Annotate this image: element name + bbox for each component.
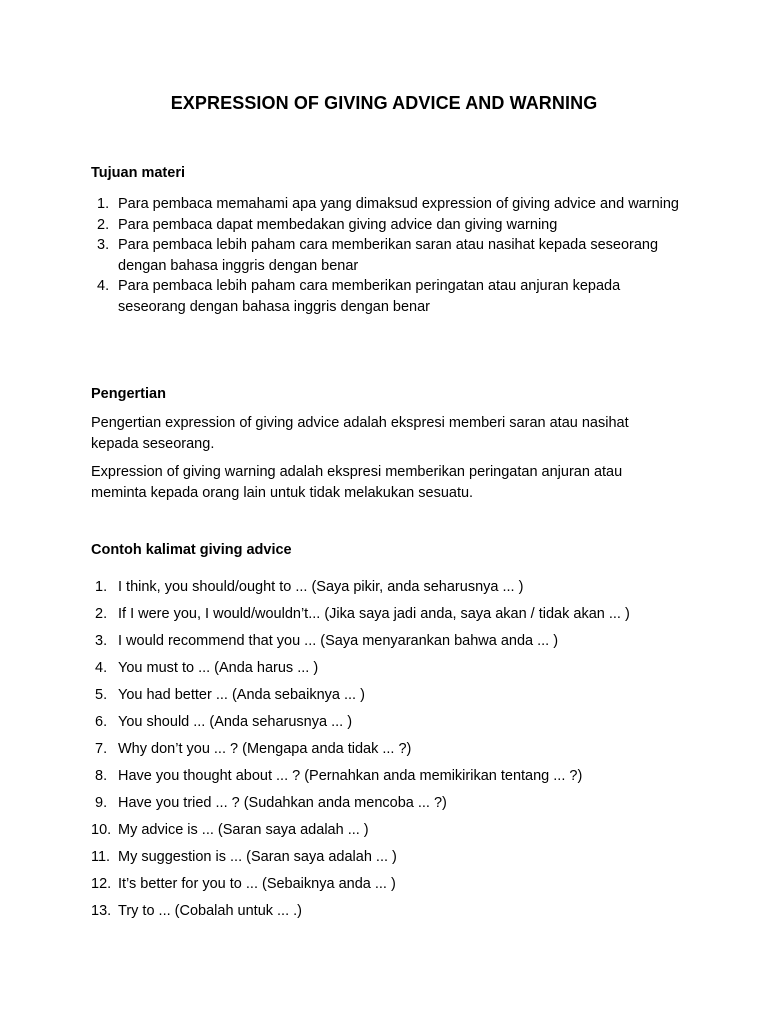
- list-item-text: Try to ... (Cobalah untuk ... .): [118, 903, 303, 919]
- list-number: 1.: [95, 579, 108, 595]
- list-item: [91, 276, 691, 317]
- section-heading-pengertian: Pengertian: [91, 386, 166, 402]
- list-item: [91, 631, 691, 651]
- paragraph-advice-definition: Pengertian expression of giving advice adalah ekspresi memberi saran atau nasihat kepada seseorang.: [91, 415, 629, 452]
- list-item: [91, 712, 691, 732]
- list-item-text: I would recommend that you ... (Saya menyarankan bahwa anda ... ): [118, 633, 559, 649]
- list-item: [91, 874, 691, 894]
- list-item-text: Have you thought about ... ? (Pernahkan anda memikirikan tentang ... ?): [118, 768, 583, 784]
- list-number: 12.: [91, 876, 112, 892]
- list-item: [91, 901, 691, 921]
- tujuan-list: [91, 194, 691, 317]
- list-item-text: I think, you should/ought to ... (Saya pikir, anda seharusnya ... ): [118, 579, 524, 595]
- list-item-text: Have you tried ... ? (Sudahkan anda mencoba ... ?): [118, 795, 447, 811]
- list-number: 2.: [97, 216, 110, 233]
- list-number: 13.: [91, 903, 112, 919]
- list-number: 2.: [95, 606, 108, 622]
- list-item: [91, 739, 691, 759]
- list-item-text: Para pembaca memahami apa yang dimaksud expression of giving advice and warning: [118, 196, 679, 212]
- list-item: [91, 847, 691, 867]
- list-item: [91, 766, 691, 786]
- list-item-text: Para pembaca lebih paham cara memberikan saran atau nasihat kepada seseorang dengan bahasa inggris dengan benar: [118, 237, 659, 274]
- list-item: [91, 604, 691, 624]
- list-item-text: My advice is ... (Saran saya adalah ... ): [118, 822, 369, 838]
- list-number: 6.: [95, 714, 108, 730]
- list-item-text: You should ... (Anda seharusnya ... ): [118, 714, 353, 730]
- list-item: [91, 820, 691, 840]
- list-number: 4.: [95, 660, 108, 676]
- list-item-text: If I were you, I would/wouldn’t... (Jika saya jadi anda, saya akan / tidak akan ... ): [118, 606, 630, 622]
- list-item: [91, 658, 691, 678]
- list-item-text: Why don’t you ... ? (Mengapa anda tidak ... ?): [118, 741, 412, 757]
- list-item-text: Para pembaca lebih paham cara memberikan peringatan atau anjuran kepada seseorang dengan bahasa inggris dengan benar: [118, 278, 621, 315]
- document-title: EXPRESSION OF GIVING ADVICE AND WARNING: [170, 93, 598, 113]
- list-item: [91, 685, 691, 705]
- list-item-text: It’s better for you to ... (Sebaiknya anda ... ): [118, 876, 396, 892]
- list-number: 4.: [97, 278, 110, 294]
- list-item-text: You had better ... (Anda sebaiknya ... ): [118, 687, 365, 703]
- list-item-text: Para pembaca dapat membedakan giving advice dan giving warning: [118, 216, 558, 233]
- section-heading-tujuan: Tujuan materi: [91, 165, 185, 181]
- list-item: [91, 194, 691, 215]
- list-number: 10.: [91, 822, 112, 838]
- list-item-text: You must to ... (Anda harus ... ): [118, 660, 319, 676]
- list-item: [91, 793, 691, 813]
- list-item: [91, 215, 691, 236]
- list-number: 9.: [95, 795, 108, 811]
- list-number: 8.: [95, 768, 108, 784]
- contoh-list: [91, 577, 691, 928]
- list-number: 7.: [95, 741, 108, 757]
- list-item: [91, 235, 691, 276]
- list-item-text: My suggestion is ... (Saran saya adalah ... ): [118, 849, 397, 865]
- list-number: 1.: [97, 196, 110, 212]
- list-number: 3.: [97, 237, 110, 253]
- section-heading-contoh: Contoh kalimat giving advice: [91, 542, 292, 558]
- paragraph-warning-definition: Expression of giving warning adalah ekspresi memberikan peringatan anjuran atau meminta kepada orang lain untuk tidak melakukan sesuatu.: [91, 464, 623, 501]
- list-number: 5.: [95, 687, 108, 703]
- list-number: 11.: [91, 849, 111, 865]
- list-item: [91, 577, 691, 597]
- list-number: 3.: [95, 633, 108, 649]
